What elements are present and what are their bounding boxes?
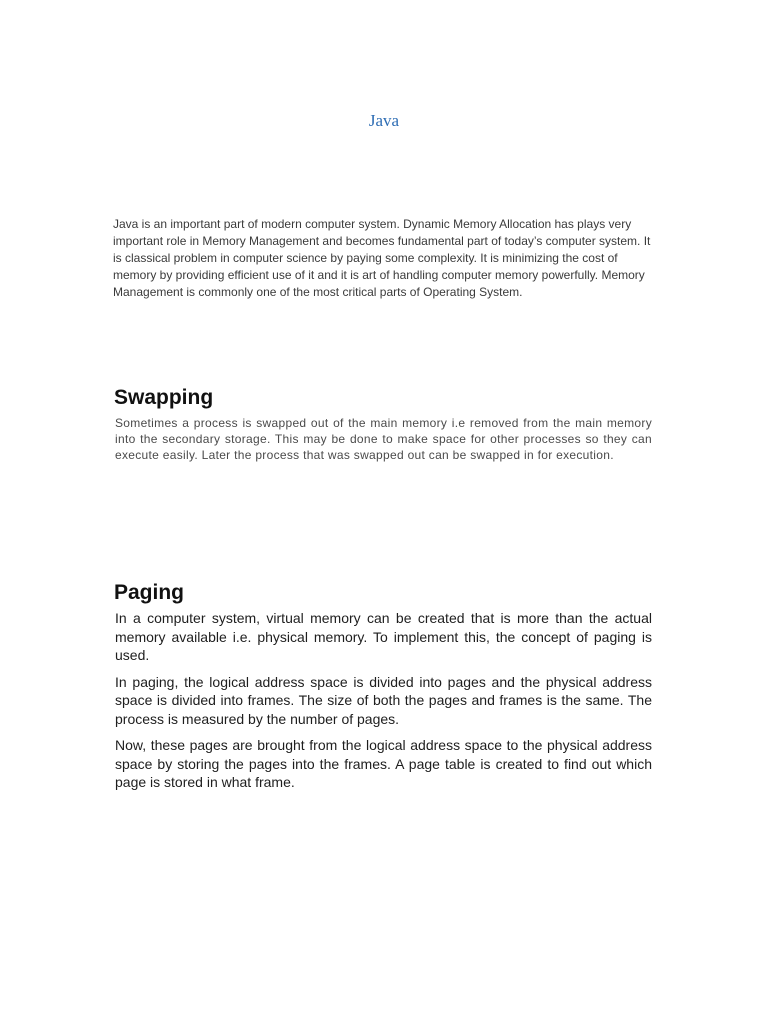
paging-section-body	[115, 609, 652, 800]
swapping-paragraph: Sometimes a process is swapped out of the main memory i.e removed from the main memory into the secondary storage. This may be done to make space for other processes so they can execute easily. Later the process that was swapped out can be swapped in for execution.	[115, 416, 652, 462]
paging-paragraph: In paging, the logical address space is divided into pages and the physical address space is divided into frames. The size of both the pages and frames is the same. The process is measured by the number of pages.	[115, 673, 652, 727]
paging-paragraph: Now, these pages are brought from the logical address space to the physical address space by storing the pages into the frames. A page table is created to find out which page is stored in what frame.	[115, 737, 652, 790]
paging-paragraph: In a computer system, virtual memory can be created that is more than the actual memory available i.e. physical memory. To implement this, the concept of paging is used.	[115, 610, 652, 663]
intro-paragraph: Java is an important part of modern computer system. Dynamic Memory Allocation has plays very important role in Memory Management and becomes fundamental part of today’s computer system. It is classical problem in computer science by paying some complexity. It is minimizing the cost of memory by providing efficient use of it and it is art of handling computer memory powerfully. Memory Management is commonly one of the most critical parts of Operating System.	[113, 217, 651, 299]
swapping-heading: Swapping	[114, 386, 214, 409]
paging-heading: Paging	[114, 581, 185, 604]
document-title: Java	[368, 111, 400, 130]
